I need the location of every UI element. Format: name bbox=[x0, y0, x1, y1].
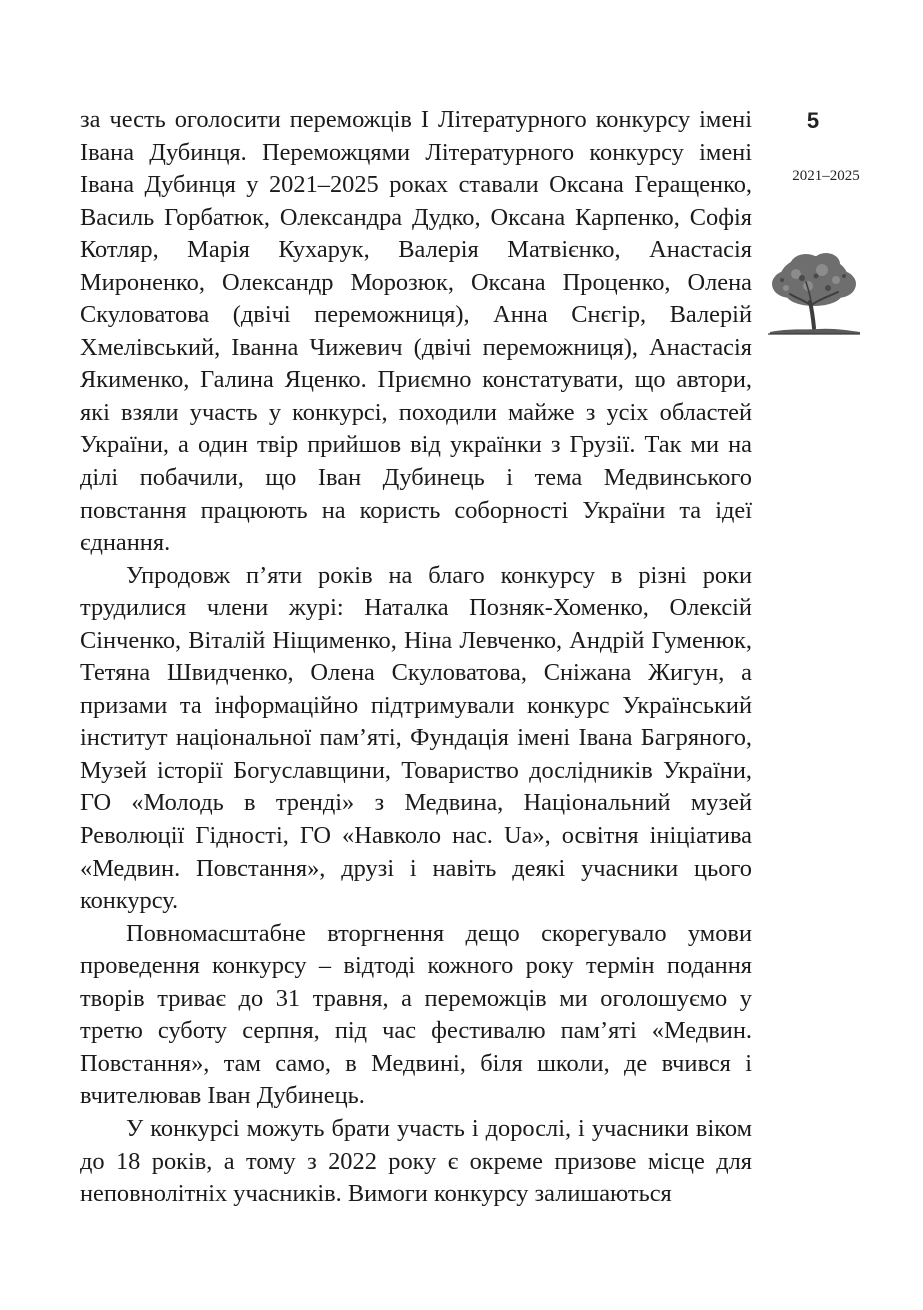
paragraph-2: Упродовж п’яти років на благо конкурсу в різні роки трудилися члени журі: Наталка Позняк-Хоменко, Олексій Сінченко, Віталій Ніщименко, Ніна Левченко, Андрій Гуменюк, Тетяна Швидченко, Олена Скуловатова, Сніжана Жигун, а призами та інформаційно підтримували конкурс Український інститут національної пам’яті, Фундація імені Івана Багряного, Музей історії Богуславщини, Товариство дослідників України, ГО «Молодь в тренді» з Медвина, Національний музей Революції Гідності, ГО «Навколо нас. Ua», освітня ініціатива «Медвин. Повстання», друзі і навіть деякі учасники цього конкурсу. bbox=[80, 561, 752, 915]
paragraph-4: У конкурсі можуть брати участь і дорослі, і учасники віком до 18 років, а тому з 2022 року є окреме призове місце для неповнолітніх учасників. Вимоги конкурсу залишаються bbox=[80, 1114, 752, 1208]
paragraph-3: Повномасштабне вторгнення дещо скорегувало умови проведення конкурсу – відтоді кожного року термін подання творів триває до 31 травня, а переможців ми оголошуємо у третю суботу серпня, під час фестивалю пам’яті «Медвин. Повстання», там само, в Медвині, біля школи, де вчився і вчителював Іван Дубинець. bbox=[80, 919, 752, 1110]
tree-icon bbox=[766, 248, 862, 340]
body-text bbox=[80, 104, 752, 1211]
page-number: 5 bbox=[806, 108, 820, 133]
paragraph-1: за честь оголосити переможців І Літературного конкурсу імені Івана Дубинця. Переможцями Літературного конкурсу імені Івана Дубинця у 2021–2025 роках ставали Оксана Геращенко, Василь Горбатюк, Олександра Дудко, Оксана Карпенко, Софія Котляр, Марія Кухарук, Валерія Матвієнко, Анастасія Мироненко, Олександр Морозюк, Оксана Проценко, Олена Скуловатова (двічі переможниця), Анна Снєгір, Валерій Хмелівський, Іванна Чижевич (двічі переможниця), Анастасія Якименко, Галина Яценко. Приємно констатувати, що автори, які взяли участь у конкурсі, походили майже з усіх областей України, а один твір прийшов від українки з Грузії. Так ми на ділі побачили, що Іван Дубинець і тема Медвинського повстання працюють на користь соборності України та ідеї єднання. bbox=[80, 106, 752, 557]
year-range: 2021–2025 bbox=[792, 168, 860, 184]
